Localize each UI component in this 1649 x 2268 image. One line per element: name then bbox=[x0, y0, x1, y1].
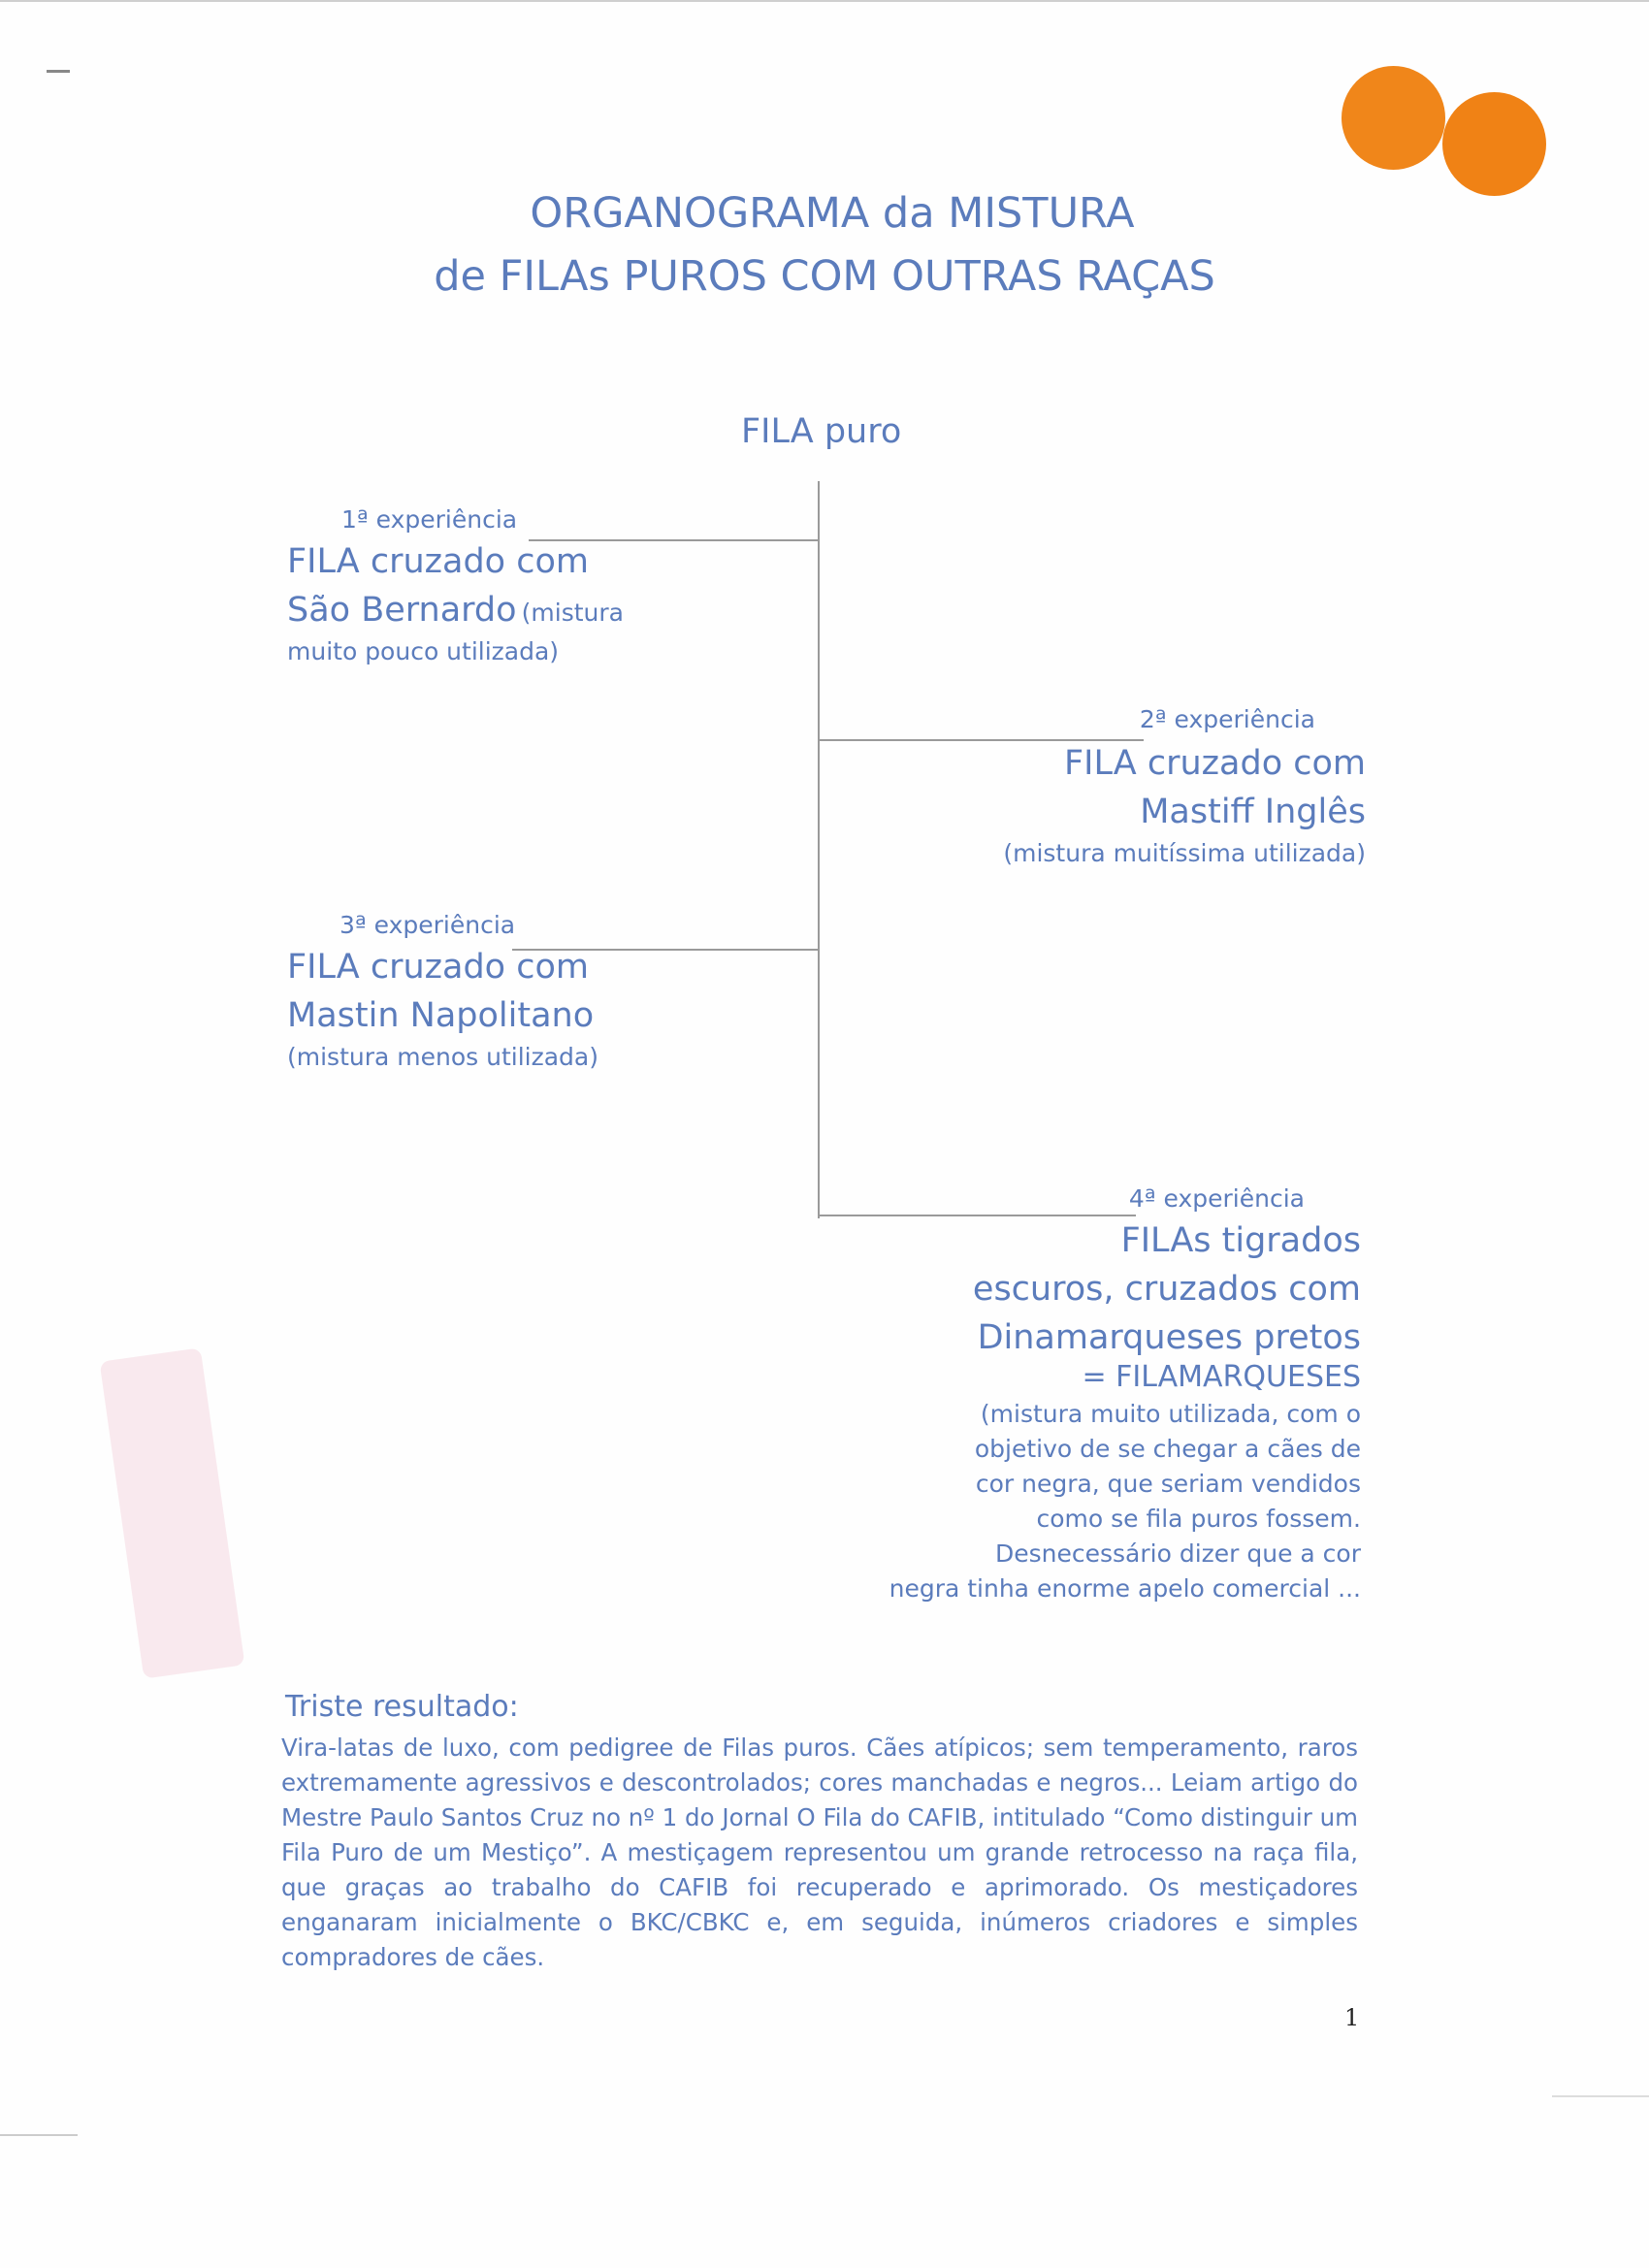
branch-4-line2: escuros, cruzados com bbox=[972, 1270, 1361, 1309]
scan-mark-top bbox=[0, 0, 1649, 2]
scan-mark-left bbox=[47, 70, 70, 73]
branch-4-line3: Dinamarqueses pretos bbox=[977, 1318, 1361, 1357]
branch-4-note-line-4: como se fila puros fossem. bbox=[1036, 1505, 1361, 1533]
branch-2-line1: FILA cruzado com bbox=[1064, 744, 1366, 783]
branch-3-line2: Mastin Napolitano bbox=[287, 996, 595, 1035]
branch-2-experience: 2ª experiência bbox=[1139, 705, 1315, 733]
diagram-root: FILA puro bbox=[741, 412, 902, 451]
branch-4-note-line-6: negra tinha enorme apelo comercial ... bbox=[889, 1574, 1361, 1603]
page-title-line2: de FILAs PUROS COM OUTRAS RAÇAS bbox=[434, 252, 1215, 301]
branch-1-note: muito pouco utilizada) bbox=[287, 637, 560, 665]
branch-2 bbox=[970, 702, 1366, 871]
branch-4-note-line-3: cor negra, que seriam vendidos bbox=[975, 1470, 1361, 1498]
branch-3-note: (mistura menos utilizada) bbox=[287, 1043, 598, 1071]
scan-mark-bottom-right bbox=[1552, 2095, 1649, 2097]
page-number: 1 bbox=[1344, 2004, 1360, 2031]
branch-4 bbox=[854, 1182, 1361, 1606]
branch-3-line1: FILA cruzado com bbox=[287, 948, 589, 987]
conclusion-heading: Triste resultado: bbox=[285, 1690, 519, 1724]
orange-dot-left-icon bbox=[1342, 66, 1445, 170]
branch-4-line1: FILAs tigrados bbox=[1120, 1221, 1361, 1260]
branch-1-line1: FILA cruzado com bbox=[287, 542, 589, 581]
pink-smudge bbox=[100, 1347, 245, 1678]
page-title-line1: ORGANOGRAMA da MISTURA bbox=[530, 189, 1135, 238]
conclusion bbox=[281, 1688, 1358, 1975]
branch-4-note-line-5: Desnecessário dizer que a cor bbox=[994, 1539, 1361, 1568]
trunk-line bbox=[818, 481, 820, 1218]
branch-1-experience: 1ª experiência bbox=[341, 505, 518, 534]
orange-dot-right-icon bbox=[1442, 92, 1546, 196]
branch-4-line4: = FILAMARQUESES bbox=[1082, 1360, 1361, 1394]
branch-1-line2-row bbox=[287, 586, 624, 634]
branch-4-note-line-1: (mistura muito utilizada, com o bbox=[980, 1400, 1361, 1428]
branch-3-experience: 3ª experiência bbox=[340, 911, 516, 939]
branch-2-line2: Mastiff Inglês bbox=[1140, 793, 1366, 831]
branch-4-experience: 4ª experiência bbox=[1128, 1184, 1305, 1213]
branch-3 bbox=[287, 908, 598, 1075]
branch-4-note-line-2: objetivo de se chegar a cães de bbox=[974, 1435, 1361, 1463]
scan-mark-bottom-left bbox=[0, 2134, 78, 2136]
branch-2-note: (mistura muitíssima utilizada) bbox=[1003, 839, 1366, 867]
branch-1 bbox=[287, 502, 624, 669]
branch-1-line2: São Bernardo bbox=[287, 591, 517, 630]
branch-1-line2-note: (mistura bbox=[521, 599, 624, 627]
conclusion-text: Vira-latas de luxo, com pedigree de Filas puros. Cães atípicos; sem temperamento, raros extremamente agressivos e descontrolados; cores manchadas e negros... Leiam artigo do Mestre Paulo Santos Cruz no nº 1 do Jornal O Fila do CAFIB, intitulado “Como distinguir um Fila Puro de um Mestiço”. A mestiçagem representou um grande retrocesso na raça fila, que graças ao trabalho do CAFIB foi recuperado e aprimorado. Os mestiçadores enganaram inicialmente o BKC/CBKC e, em seguida, inúmeros criadores e simples compradores de cães. bbox=[281, 1733, 1358, 1971]
